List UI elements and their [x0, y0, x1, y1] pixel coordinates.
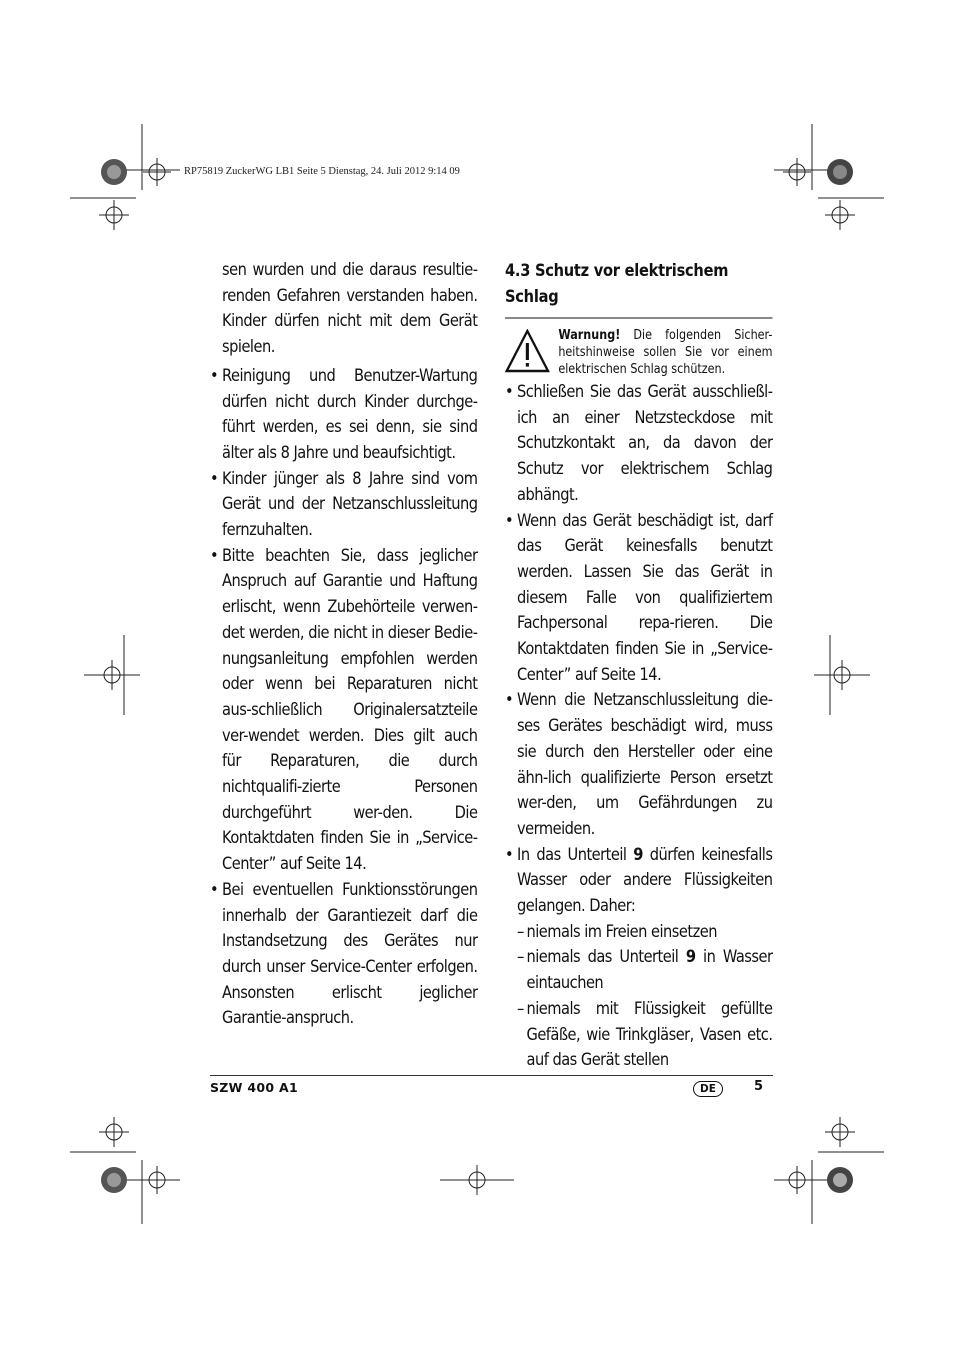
- continuation-text: [210, 258, 477, 361]
- right-column: [505, 258, 772, 1074]
- dash-item-text: niemals mit Flüssigkeit gefüllte Gefäße, wie Trinkgläser, Vasen etc. auf das Gerät stellen: [526, 998, 773, 1071]
- dash-item: [505, 920, 772, 946]
- dash-icon: –: [517, 947, 524, 968]
- dash-item: [505, 945, 772, 996]
- bullet-icon: •: [210, 879, 219, 900]
- list-item-text: Wenn die Netzanschlussleitung die-ses Gerätes beschädigt wird, muss sie durch den Hersteller oder eine ähn-lich qualifizierte Person ersetzt wer-den, um Gefährdungen zu vermeiden.: [517, 690, 773, 839]
- bullet-icon: •: [210, 468, 219, 489]
- part-reference: 9: [685, 947, 696, 968]
- list-item-text: Wenn das Gerät beschädigt ist, darf das Gerät keinesfalls benutzt werden. Lassen Sie das Gerät in diesem Falle von qualifiziertem Fachpersonal repa-rieren. Die Kontaktdaten finden Sie in „Service-Center” auf Seite 14.: [517, 510, 773, 685]
- left-column: [210, 258, 477, 1032]
- bullet-icon: •: [505, 690, 514, 711]
- warning-box: [505, 327, 772, 378]
- list-item-text: In das Unterteil: [517, 844, 634, 865]
- list-item-text: Kinder jünger als 8 Jahre sind vom Gerät und der Netzanschlussleitung fernzuhalten.: [222, 468, 478, 541]
- bullet-icon: •: [505, 844, 514, 865]
- list-item-text: dürfen keinesfalls Wasser oder andere Flüssigkeiten gelangen. Daher:: [517, 844, 773, 917]
- dash-item: [505, 997, 772, 1074]
- list-item: [505, 509, 772, 689]
- list-item: [210, 544, 477, 878]
- dash-icon: –: [517, 921, 524, 942]
- section-heading: 4.3 Schutz vor elektrischem Schlag: [505, 261, 729, 307]
- page-number: 5: [754, 1079, 764, 1094]
- list-item-text: Schließen Sie das Gerät ausschließl-ich an einer Netzsteckdose mit Schutzkontakt an, da davon der Schutz vor elektrischem Schlag abhängt.: [517, 382, 773, 505]
- print-slug: RP75819 ZuckerWG LB1 Seite 5 Dienstag, 24. Juli 2012 9:14 09: [184, 166, 460, 177]
- bullet-icon: •: [505, 382, 514, 402]
- continuation-text-body: sen wurden und die daraus resultie-renden Gefahren verstanden haben. Kinder dürfen nicht mit dem Gerät spielen.: [222, 260, 478, 358]
- bullet-icon: •: [505, 510, 514, 531]
- dash-item-text: in Wasser eintauchen: [526, 947, 773, 994]
- warning-label: Warnung!: [558, 328, 621, 343]
- warning-message: Die folgenden Sicher-heitshinweise sollen Sie vor einem elektrischen Schlag schützen.: [558, 328, 773, 377]
- list-item-text: Bitte beachten Sie, dass jeglicher Anspruch auf Garantie und Haftung erlischt, wenn Zubehörteile verwen-det werden, die nicht in dieser Bedie-nungsanleitung empfohlen werden oder wenn bei Reparaturen nicht aus-schließlich Originalersatzteile ver-wendet werden. Dies gilt auch für Reparaturen, die durch nichtqualifi-zierte Personen durchgeführt wer-den. Die Kontaktdaten finden Sie in „Service-Center” auf Seite 14.: [222, 545, 478, 875]
- part-reference: 9: [633, 844, 643, 865]
- bullet-icon: •: [210, 365, 219, 386]
- list-item: [210, 467, 477, 544]
- list-item: [505, 380, 772, 509]
- list-item-text: Bei eventuellen Funktionsstörungen innerhalb der Garantiezeit darf die Instandsetzung des Gerätes nur durch unser Service-Center erfolgen. Ansonsten erlischt jeglicher Garantie-anspruch.: [222, 879, 478, 1029]
- list-item: [505, 688, 772, 842]
- dash-item-text: niemals das Unterteil: [526, 947, 686, 968]
- heading-divider: [505, 317, 772, 319]
- footer-divider: [210, 1075, 773, 1076]
- bullet-icon: •: [210, 545, 219, 566]
- language-badge: DE: [693, 1081, 723, 1097]
- dash-icon: –: [517, 998, 524, 1019]
- warning-triangle-icon: [505, 329, 550, 373]
- list-item: [210, 878, 477, 1032]
- warning-text: [558, 327, 772, 378]
- list-item-text: Reinigung und Benutzer-Wartung dürfen nicht durch Kinder durchge-führt werden, es sei denn, sie sind älter als 8 Jahre und beaufsichtigt.: [222, 365, 478, 463]
- model-number: SZW 400 A1: [210, 1080, 299, 1095]
- list-item: [210, 364, 477, 467]
- list-item: [505, 843, 772, 920]
- dash-item-text: niemals im Freien einsetzen: [526, 921, 717, 942]
